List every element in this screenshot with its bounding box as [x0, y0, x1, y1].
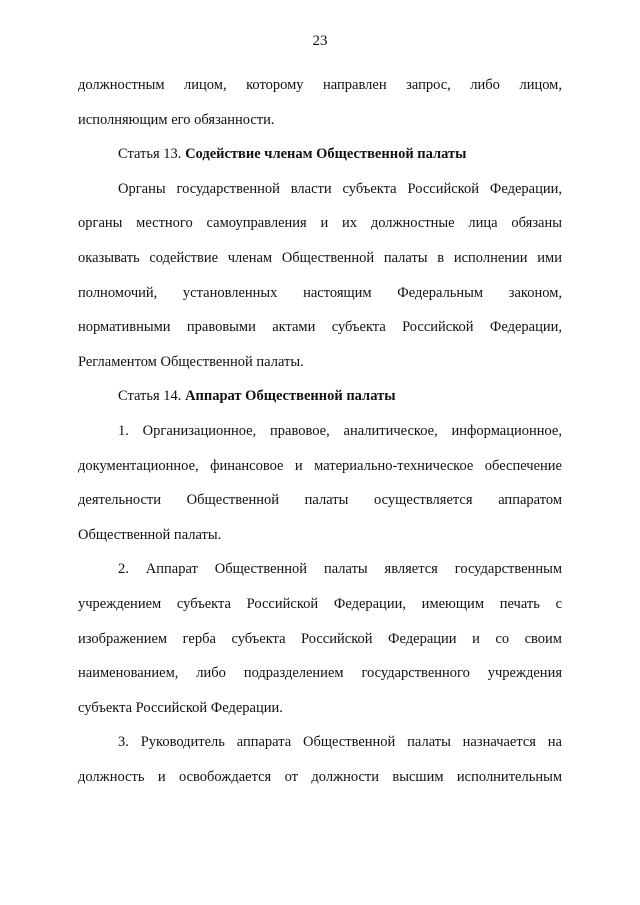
text-line: 1. Организационное, правовое, аналитическое, информационное,	[118, 422, 562, 439]
text-line: 3. Руководитель аппарата Общественной палаты назначается на	[118, 734, 562, 751]
text-line: наименованием, либо подразделением государственного учреждения	[78, 665, 562, 682]
text-line: исполняющим его обязанности.	[78, 111, 275, 128]
article-title: Содействие членам Общественной палаты	[185, 146, 467, 163]
document-body	[78, 68, 562, 794]
text-line: Регламентом Общественной палаты.	[78, 353, 304, 370]
article-heading	[78, 379, 562, 414]
text-line: Органы государственной власти субъекта Российской Федерации,	[118, 180, 562, 197]
page-number: 23	[312, 33, 328, 49]
text-line: оказывать содействие членам Общественной палаты в исполнении ими	[78, 249, 562, 266]
text-line: полномочий, установленных настоящим Федеральным законом,	[78, 284, 562, 301]
article-title: Аппарат Общественной палаты	[185, 388, 396, 405]
text-line: изображением герба субъекта Российской Федерации и со своим	[78, 630, 562, 647]
text-line: органы местного самоуправления и их должностные лица обязаны	[78, 215, 562, 232]
article-number: Статья 13.	[118, 146, 186, 163]
text-line: должностным лицом, которому направлен запрос, либо лицом,	[78, 77, 562, 93]
text-line: учреждением субъекта Российской Федерации, имеющим печать с	[78, 595, 562, 612]
text-line: документационное, финансовое и материально-техническое обеспечение	[78, 457, 562, 474]
text-line: 2. Аппарат Общественной палаты является государственным	[118, 561, 562, 578]
article-heading	[78, 137, 562, 172]
text-line: Общественной палаты.	[78, 526, 222, 543]
text-line: должность и освобождается от должности высшим исполнительным	[78, 768, 562, 785]
text-line: нормативными правовыми актами субъекта Российской Федерации,	[78, 319, 562, 336]
text-line: субъекта Российской Федерации.	[78, 699, 283, 716]
text-line: деятельности Общественной палаты осуществляется аппаратом	[78, 492, 562, 509]
article-number: Статья 14.	[118, 388, 186, 405]
